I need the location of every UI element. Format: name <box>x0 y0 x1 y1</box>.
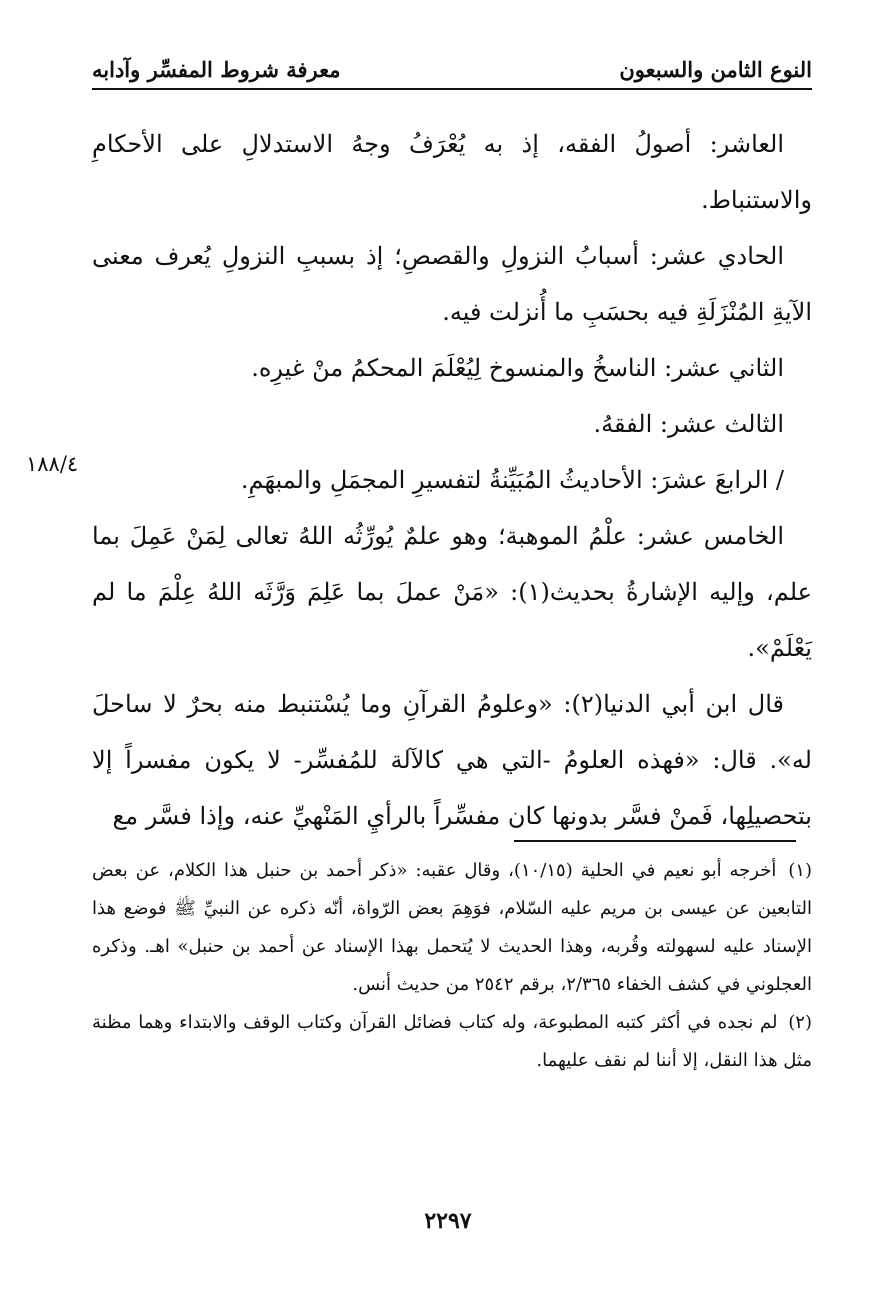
footnote-item <box>92 852 812 1004</box>
paragraph-eleventh: الحادي عشر: أسبابُ النزولِ والقصصِ؛ إذ بسببِ النزولِ يُعرف معنى الآيةِ المُنْزَلَةِ فيه بحسَبِ ما أُنزلت فيه. <box>92 242 812 326</box>
paragraph-thirteenth: الثالث عشر: الفقهُ. <box>593 410 784 438</box>
footnote-item <box>92 1004 812 1080</box>
running-head <box>92 52 812 86</box>
paragraph-fifteenth: الخامس عشر: علْمُ الموهبة؛ وهو علمٌ يُورِّثُه اللهُ تعالى لِمَنْ عَمِلَ بما علم، وإليه الإشارةُ بحديث(١): «مَنْ عملَ بما عَلِمَ وَرَّثَه اللهُ عِلْمَ ما لم يَعْلَمْ». <box>92 522 812 662</box>
footnote-text: لم نجده في أكثر كتبه المطبوعة، وله كتاب فضائل القرآن وكتاب الوقف والابتداء وهما مظنة مثل هذا النقل، إلا أننا لم نقف عليهما. <box>92 1012 812 1071</box>
header-divider <box>92 88 812 90</box>
page-number: ٢٢٩٧ <box>424 1208 472 1234</box>
footnotes <box>92 852 812 1080</box>
paragraph-tenth: العاشر: أصولُ الفقه، إذ به يُعْرَفُ وجهُ الاستدلالِ على الأحكامِ والاستنباط. <box>92 130 812 214</box>
footnote-divider <box>514 840 796 842</box>
paragraph-twelfth: الثاني عشر: الناسخُ والمنسوخ لِيُعْلَمَ المحكمُ منْ غيرِه. <box>251 354 784 382</box>
footnote-text: أخرجه أبو نعيم في الحلية (١٠/١٥)، وقال عقبه: «ذكر أحمد بن حنبل هذا الكلام، عن بعض التابعين عن عيسى بن مريم عليه السّلام، فوَهِمَ بعض الرّواة، أنّه ذكره عن النبيِّ ﷺ فوضع هذا الإسناد عليه لسهولته وقُربه، وهذا الحديث لا يُتحمل بهذا الإسناد عن أحمد بن حنبل» اهـ. وذكره العجلوني في كشف الخفاء ٢/٣٦٥، برقم ٢٥٤٢ من حديث أنس. <box>92 860 812 995</box>
section-title: معرفة شروط المفسِّر وآدابه <box>92 56 341 82</box>
main-text <box>92 116 812 844</box>
paragraph-fourteenth: / الرابعَ عشرَ: الأحاديثُ المُبَيِّنةُ لتفسيرِ المجمَلِ والمبهَمِ. <box>240 466 784 494</box>
chapter-title: النوع الثامن والسبعون <box>619 56 812 82</box>
paragraph-ibn-abi-dunya: قال ابن أبي الدنيا(٢): «وعلومُ القرآنِ وما يُسْتنبط منه بحرٌ لا ساحلَ له». قال: «فهذه العلومُ -التي هي كالآلة للمُفسِّر- لا يكون مفسراً إلا بتحصيلِها، فَمنْ فسَّر بدونها كان مفسِّراً بالرأيِ المَنْهيِّ عنه، وإذا فسَّر مع <box>92 690 812 830</box>
margin-volume-page-reference: ١٨٨/٤ <box>26 452 79 476</box>
footnote-number: (١) <box>788 860 812 881</box>
footnote-number: (٢) <box>788 1012 812 1033</box>
